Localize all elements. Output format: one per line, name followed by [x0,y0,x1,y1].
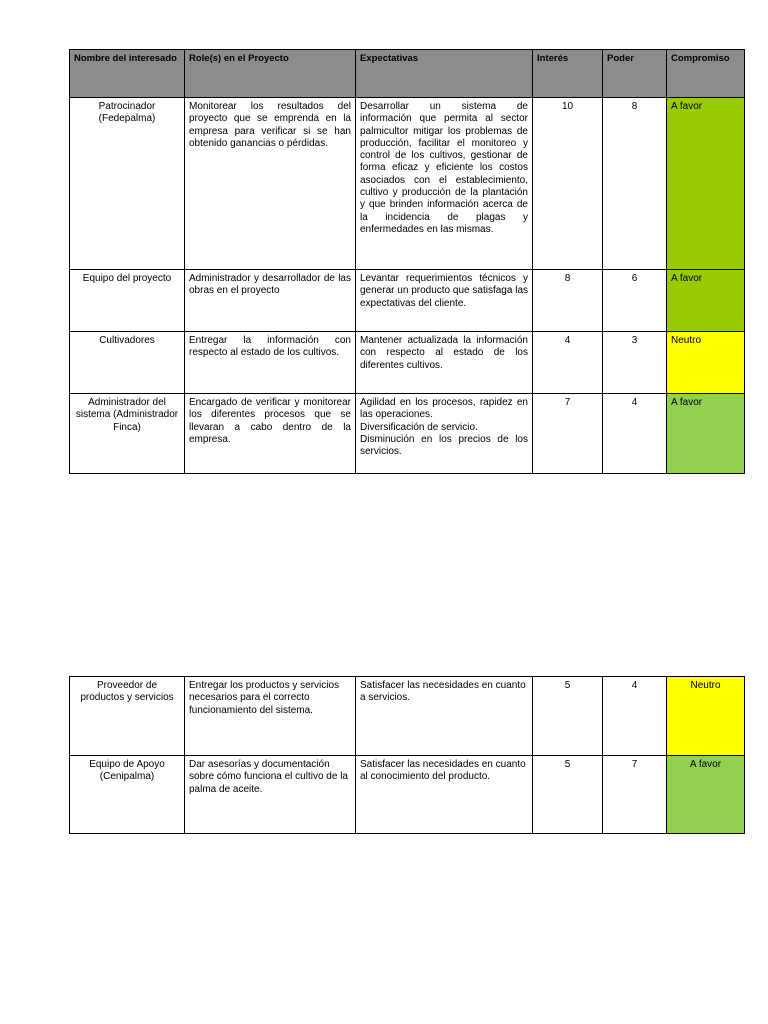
commitment-value: A favor [667,756,745,834]
stakeholder-table-bottom [69,676,745,834]
commitment-value: A favor [667,394,745,474]
interest-value: 7 [533,394,603,474]
header-interest: Interés [533,50,603,98]
stakeholder-expectations: Mantener actualizada la información con respecto al estado de los diferentes cultivos. [356,332,533,394]
power-value: 4 [603,677,667,756]
power-value: 3 [603,332,667,394]
header-role: Role(s) en el Proyecto [185,50,356,98]
power-value: 7 [603,756,667,834]
header-row [70,50,745,98]
power-value: 6 [603,270,667,332]
stakeholder-role: Administrador y desarrollador de las obras en el proyecto [185,270,356,332]
interest-value: 5 [533,756,603,834]
table-row [70,332,745,394]
commitment-value: A favor [667,270,745,332]
header-power: Poder [603,50,667,98]
stakeholder-role: Monitorear los resultados del proyecto que se emprenda en la empresa para verificar si se han obtenido ganancias o pérdidas. [185,98,356,270]
header-commitment: Compromiso [667,50,745,98]
stakeholder-name: Equipo de Apoyo (Cenipalma) [70,756,185,834]
stakeholder-name: Administrador del sistema (Administrador Finca) [70,394,185,474]
stakeholder-role: Entregar la información con respecto al estado de los cultivos. [185,332,356,394]
stakeholder-name: Patrocinador (Fedepalma) [70,98,185,270]
table-row [70,756,745,834]
header-expectations: Expectativas [356,50,533,98]
stakeholder-expectations: Levantar requerimientos técnicos y generar un producto que satisfaga las expectativas del cliente. [356,270,533,332]
stakeholder-role: Entregar los productos y servicios necesarios para el correcto funcionamiento del sistema. [185,677,356,756]
power-value: 8 [603,98,667,270]
stakeholder-expectations: Desarrollar un sistema de información que permita al sector palmicultor mitigar los problemas de producción, facilitar el monitoreo y control de los cultivos, gestionar de forma eficaz y eficiente los costos asociados con el establecimiento, cultivo y producción de la plantación y que brinden información acerca de la incidencia de plagas y enfermedades en las mismas. [356,98,533,270]
stakeholder-role: Encargado de verificar y monitorear los diferentes procesos que se llevaran a cabo dentro de la empresa. [185,394,356,474]
commitment-value: A favor [667,98,745,270]
stakeholder-table-top [69,49,745,474]
interest-value: 10 [533,98,603,270]
table-row [70,98,745,270]
header-stakeholder-name: Nombre del interesado [70,50,185,98]
stakeholder-role: Dar asesorías y documentación sobre cómo funciona el cultivo de la palma de aceite. [185,756,356,834]
interest-value: 5 [533,677,603,756]
interest-value: 4 [533,332,603,394]
stakeholder-name: Equipo del proyecto [70,270,185,332]
stakeholder-expectations: Satisfacer las necesidades en cuanto a servicios. [356,677,533,756]
interest-value: 8 [533,270,603,332]
commitment-value: Neutro [667,332,745,394]
table-row [70,270,745,332]
table-row [70,394,745,474]
stakeholder-name: Proveedor de productos y servicios [70,677,185,756]
stakeholder-name: Cultivadores [70,332,185,394]
stakeholder-expectations: Satisfacer las necesidades en cuanto al conocimiento del producto. [356,756,533,834]
commitment-value: Neutro [667,677,745,756]
table-row [70,677,745,756]
power-value: 4 [603,394,667,474]
stakeholder-expectations: Agilidad en los procesos, rapidez en las operaciones. Diversificación de servicio. Disminución en los precios de los servicios. [356,394,533,474]
